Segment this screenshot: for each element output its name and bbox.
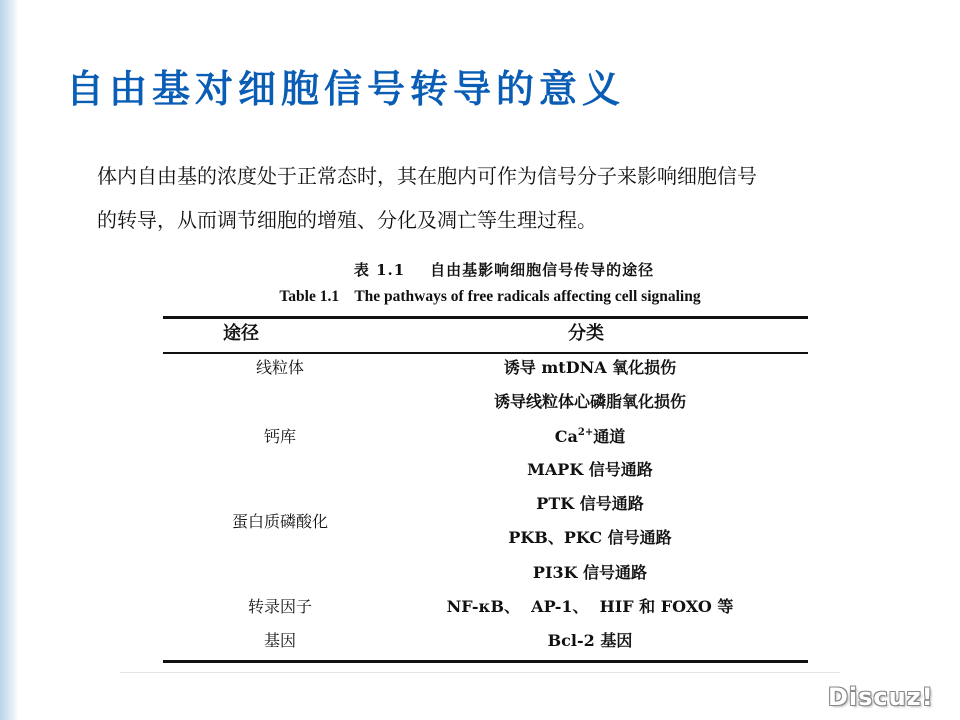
table-cell-category: 诱导线粒体心磷脂氧化损伤 — [493, 392, 686, 411]
table-cell-pathway: 基因 — [263, 631, 296, 650]
left-accent-bar — [0, 0, 18, 720]
watermark-logo: Discuz! — [828, 683, 934, 711]
paragraph-line-1: 体内自由基的浓度处于正常态时，其在胞内可作为信号分子来影响细胞信号 — [97, 164, 757, 188]
table-header-pathway: 途径 — [223, 323, 259, 344]
table-cell-category: Bcl-2 基因 — [547, 631, 633, 650]
table-header-category: 分类 — [568, 323, 604, 344]
footer-divider — [120, 672, 840, 673]
table-cell-pathway: 钙库 — [263, 427, 296, 446]
table-cell-pathway: 线粒体 — [255, 358, 304, 377]
table-cell-pathway: 转录因子 — [247, 597, 312, 616]
table-top-rule — [163, 316, 808, 319]
table-cell-category: 诱导 mtDNA 氧化损伤 — [503, 358, 677, 377]
table-cell-category: NF-κB、 AP-1、 HIF 和 FOXO 等 — [446, 597, 734, 616]
table-caption-english: Table 1.1 The pathways of free radicals affecting cell signaling — [279, 288, 701, 305]
table-bottom-rule — [163, 660, 808, 663]
table-caption-chinese: 表 1.1 自由基影响细胞信号传导的途径 — [353, 261, 655, 279]
paragraph-line-2: 的转导，从而调节细胞的增殖、分化及凋亡等生理过程。 — [97, 208, 597, 232]
table-cell-category: PTK 信号通路 — [536, 494, 644, 513]
slide-title: 自由基对细胞信号转导的意义 — [66, 66, 626, 111]
table-cell-category: PKB、PKC 信号通路 — [508, 528, 672, 547]
table-cell-category: MAPK 信号通路 — [527, 460, 653, 479]
table-header-rule — [163, 352, 808, 354]
table-cell-category-calcium — [380, 424, 800, 447]
body-paragraph — [97, 154, 897, 242]
table-cell-category: PI3K 信号通路 — [532, 563, 648, 582]
table-cell-pathway: 蛋白质磷酸化 — [231, 512, 328, 531]
calcium-superscript: 2+ — [577, 427, 594, 438]
calcium-suffix: 通道 — [593, 427, 626, 446]
calcium-base: Ca — [554, 427, 578, 446]
